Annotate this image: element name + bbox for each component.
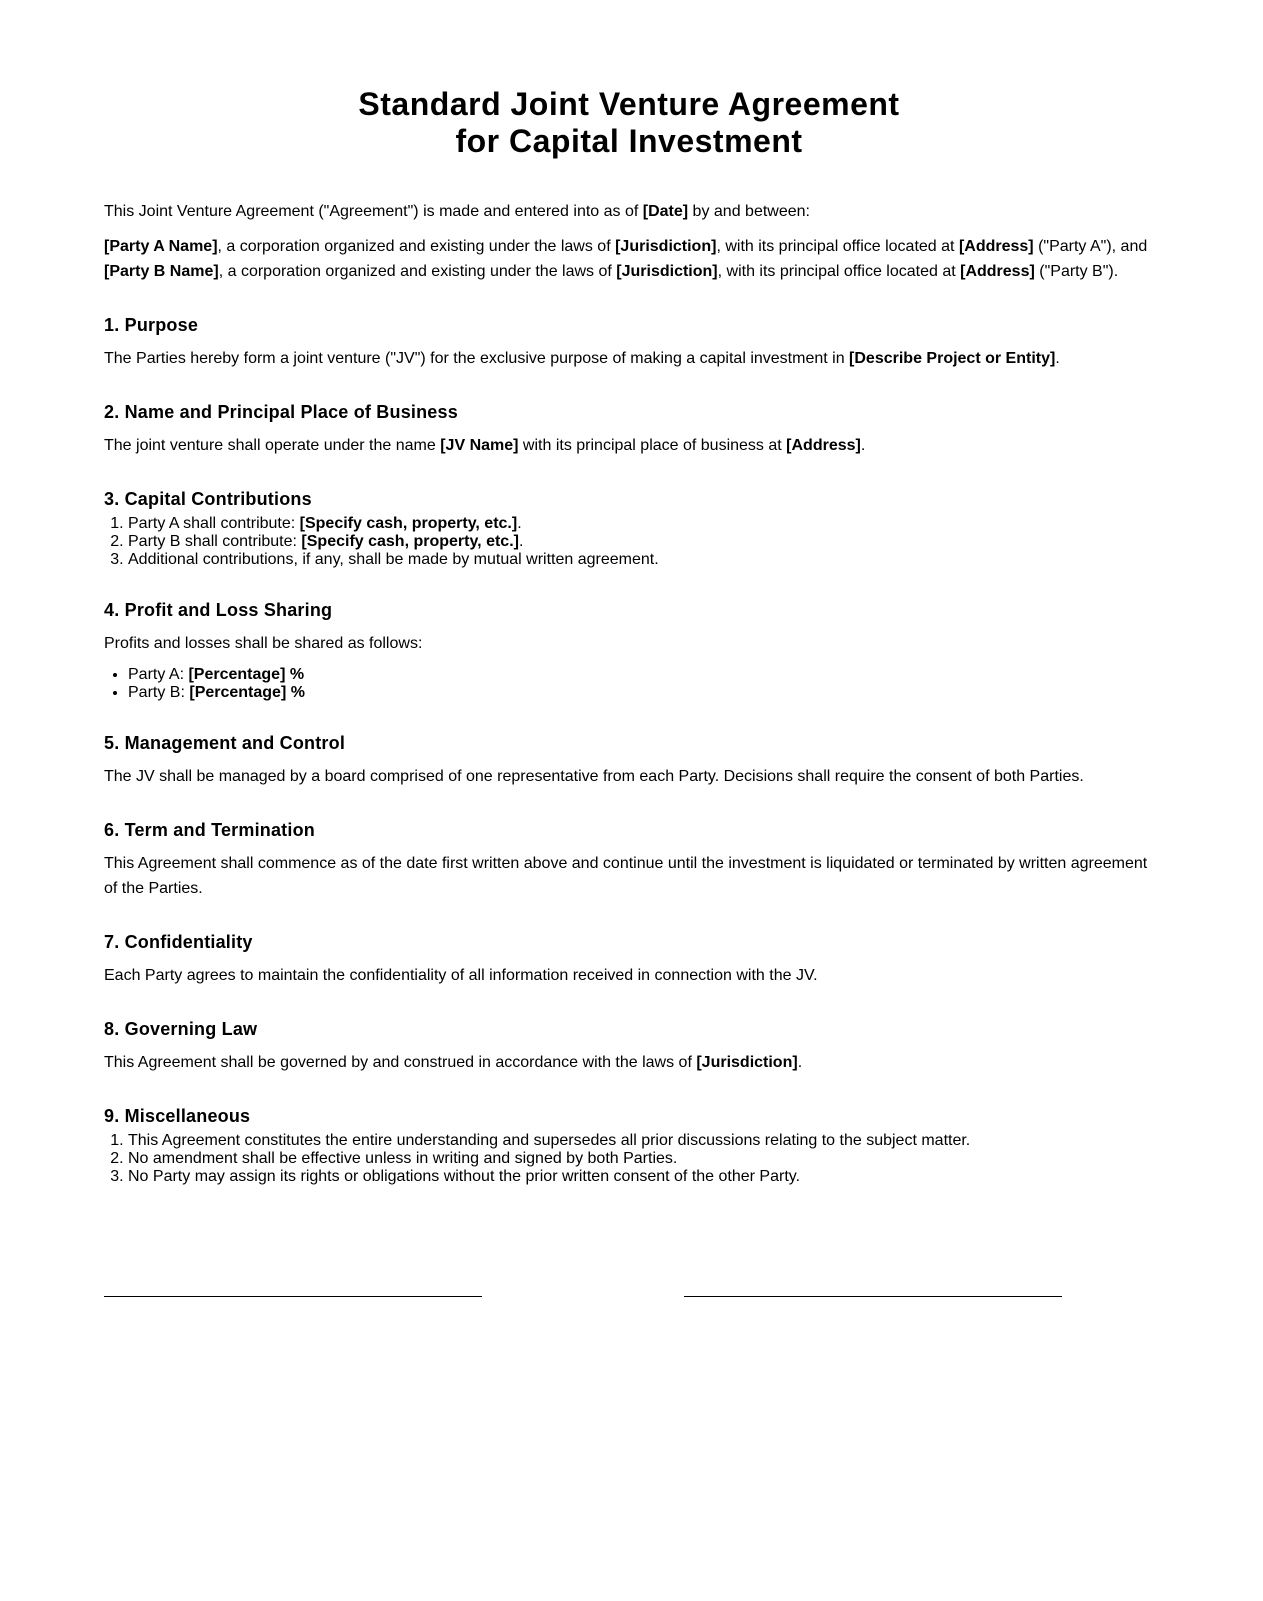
item-text: Party B shall contribute:: [128, 533, 302, 550]
project-placeholder: [Describe Project or Entity]: [849, 350, 1056, 367]
section-profit-loss: [104, 599, 1154, 702]
section-text: [104, 1050, 1154, 1075]
jv-name-placeholder: [JV Name]: [440, 437, 519, 454]
list-item: 1. This Agreement constitutes the entire understanding and supersedes all prior discussions relating to the subject matter.: [128, 1132, 1154, 1150]
item-placeholder: [Specify cash, property, etc.]: [301, 533, 519, 550]
list-item: 2. No amendment shall be effective unless in writing and signed by both Parties.: [128, 1150, 1154, 1168]
section-text: This Agreement shall commence as of the date first written above and continue until the investment is liquidated or terminated by written agreement of the Parties.: [104, 855, 1148, 897]
section-capital-contributions: [104, 488, 1154, 569]
signature-line-party-a: [104, 1296, 482, 1297]
list-item: [128, 684, 1154, 702]
list-item: [128, 515, 1154, 533]
name-text: The joint venture shall operate under the name: [104, 437, 441, 454]
title-line-2: for Capital Investment: [455, 123, 803, 159]
section-text: The JV shall be managed by a board comprised of one representative from each Party. Decisions shall require the consent of both Parties.: [104, 768, 1084, 785]
item-text: Party B:: [128, 684, 190, 701]
miscellaneous-list: [104, 1132, 1154, 1186]
party-b-address: [Address]: [960, 263, 1035, 280]
purpose-text: The Parties hereby form a joint venture ("JV") for the exclusive purpose of making a capital investment in: [104, 350, 850, 367]
section-confidentiality: [104, 931, 1154, 988]
section-management: [104, 732, 1154, 789]
section-text: Each Party agrees to maintain the confidentiality of all information received in connection with the JV.: [104, 967, 818, 984]
document-title: [104, 86, 1154, 160]
percentage-placeholder: [Percentage] %: [188, 666, 305, 683]
section-heading: 2. Name and Principal Place of Business: [104, 402, 458, 422]
party-a-text-3: ("Party A"), and: [1033, 238, 1148, 255]
item-text: Party A:: [128, 666, 189, 683]
jurisdiction-placeholder: [Jurisdiction]: [696, 1054, 798, 1071]
section-heading: 1. Purpose: [104, 315, 199, 335]
section-governing-law: [104, 1018, 1154, 1075]
section-term: [104, 819, 1154, 901]
list-item: [128, 666, 1154, 684]
list-item: 3. No Party may assign its rights or obligations without the prior written consent of the other Party.: [128, 1168, 1154, 1186]
intro-text: This Joint Venture Agreement ("Agreement") is made and entered into as of: [104, 203, 643, 220]
title-line-1: Standard Joint Venture Agreement: [358, 86, 900, 122]
section-heading: 3. Capital Contributions: [104, 489, 312, 509]
item-end: .: [517, 515, 522, 532]
address-placeholder: [Address]: [786, 437, 861, 454]
party-b-text-2: , with its principal office located at: [717, 263, 961, 280]
date-placeholder: [Date]: [642, 203, 689, 220]
list-item: 3. Additional contributions, if any, shall be made by mutual written agreement.: [128, 551, 1154, 569]
party-a-address: [Address]: [958, 238, 1034, 255]
law-text-end: .: [797, 1054, 803, 1071]
section-name-place: [104, 401, 1154, 458]
intro-text-end: by and between:: [688, 203, 810, 220]
party-a-jurisdiction: [Jurisdiction]: [615, 238, 717, 255]
party-b-name: [Party B Name]: [104, 263, 219, 280]
intro-paragraph: [104, 199, 1154, 224]
list-item: [128, 533, 1154, 551]
item-text: Party A shall contribute:: [128, 515, 300, 532]
name-text-2: with its principal place of business at: [518, 437, 787, 454]
section-purpose: [104, 314, 1154, 371]
section-heading: 5. Management and Control: [104, 733, 346, 753]
section-text: Profits and losses shall be shared as follows:: [104, 635, 423, 652]
section-text: [104, 346, 1154, 371]
section-heading: 7. Confidentiality: [104, 932, 253, 952]
section-heading: 6. Term and Termination: [104, 820, 315, 840]
contributions-list: [104, 515, 1154, 569]
agreement-document: [104, 86, 1154, 1186]
party-a-text-2: , with its principal office located at: [716, 238, 959, 255]
party-b-jurisdiction: [Jurisdiction]: [616, 263, 718, 280]
percentage-placeholder: [Percentage] %: [189, 684, 305, 701]
party-a-text: , a corporation organized and existing under the laws of: [217, 238, 616, 255]
section-heading: 4. Profit and Loss Sharing: [104, 600, 333, 620]
section-miscellaneous: [104, 1105, 1154, 1186]
section-heading: 9. Miscellaneous: [104, 1106, 251, 1126]
name-text-end: .: [860, 437, 866, 454]
party-b-text: , a corporation organized and existing under the laws of: [218, 263, 617, 280]
purpose-text-end: .: [1055, 350, 1060, 367]
section-text: [104, 433, 1154, 458]
law-text: This Agreement shall be governed by and construed in accordance with the laws of: [104, 1054, 697, 1071]
item-end: .: [518, 533, 524, 550]
sharing-list: [104, 666, 1154, 702]
signature-line-party-b: [684, 1296, 1062, 1297]
parties-paragraph: [104, 234, 1154, 284]
party-b-text-3: ("Party B").: [1034, 263, 1119, 280]
party-a-name: [Party A Name]: [104, 238, 218, 255]
section-heading: 8. Governing Law: [104, 1019, 258, 1039]
item-placeholder: [Specify cash, property, etc.]: [299, 515, 518, 532]
